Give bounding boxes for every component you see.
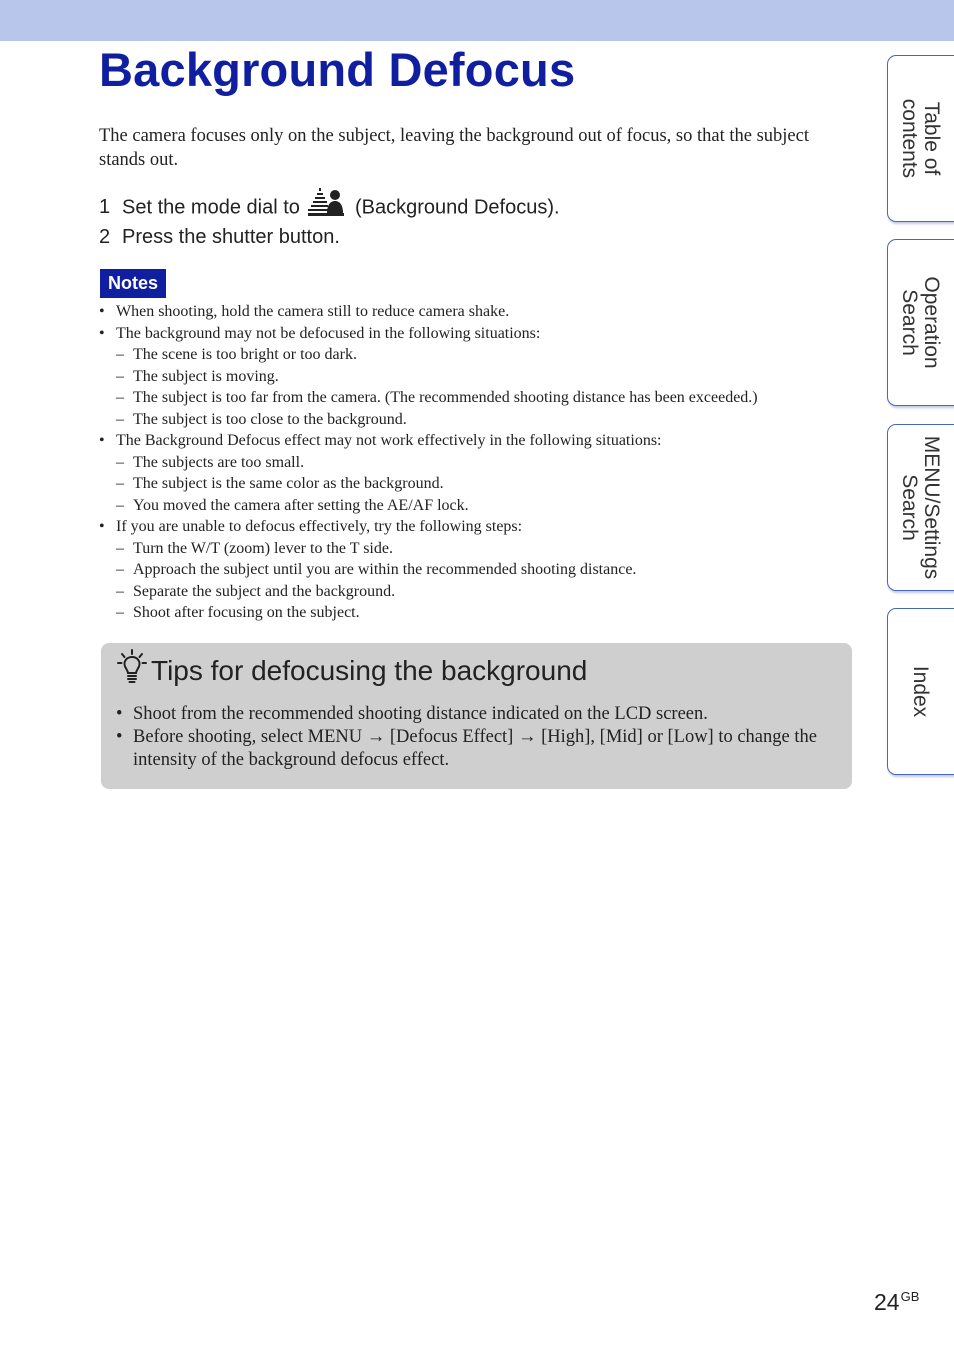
tab-label-line2: Search (898, 289, 921, 356)
step-number: 2 (99, 226, 111, 248)
sub-list-item: – The subject is too far from the camera. (The recommended shooting distance has been exceeded.) (116, 389, 758, 406)
tips-title: Tips for defocusing the background (151, 654, 588, 686)
step-1 (99, 189, 560, 227)
tab-label-line1: MENU/Settings (920, 435, 943, 580)
sub-list-item: – The subject is too close to the background. (116, 410, 407, 428)
tab-label-line1: Table of (920, 101, 943, 176)
sub-list-item: – You moved the camera after setting the AE/AF lock. (116, 496, 469, 514)
sub-list-item: – Separate the subject and the background. (116, 582, 396, 600)
tab-table-of-contents[interactable] (887, 55, 954, 222)
lightbulb-icon (117, 649, 147, 692)
sub-list-item: – Shoot after focusing on the subject. (116, 604, 360, 621)
step-2 (99, 226, 340, 249)
sub-list-item: – The scene is too bright or too dark. (116, 346, 357, 363)
list-item: • If you are unable to defocus effectively, try the following steps: – Turn the W/T (zoom) lever to the T side. – Approach the subject until you are within the recommended shooting distance. – Separate the subject and the background. – Shoot after focusing on the subject. (99, 516, 758, 624)
tab-label-line1: Operation (920, 276, 943, 369)
notes-list (99, 301, 758, 624)
tips-list (116, 703, 836, 772)
tab-label-line1: Index (909, 665, 932, 718)
tab-operation-search[interactable] (887, 239, 954, 406)
sub-list-item: – Approach the subject until you are within the recommended shooting distance. (116, 561, 637, 578)
page-title: Background Defocus (99, 43, 576, 96)
top-banner (0, 0, 954, 41)
tips-header (117, 649, 587, 692)
list-item: • The Background Defocus effect may not work effectively in the following situations: – The subjects are too small. – The subject is the same color as the background. – You moved the camera after setting the AE/AF lock. (99, 430, 758, 516)
list-item: • Shoot from the recommended shooting distance indicated on the LCD screen. (116, 704, 708, 724)
step-text-after: (Background Defocus). (355, 196, 560, 219)
page-suffix: GB (900, 1289, 920, 1304)
list-item: • Before shooting, select MENU → [Defocus Effect] → [High], [Mid] or [Low] to change the intensity of the background defocus effect. (116, 727, 817, 770)
step-text: Press the shutter button. (122, 226, 340, 248)
step-text-before: Set the mode dial to (122, 196, 300, 219)
step-number: 1 (99, 196, 111, 219)
sub-list-item: – The subject is moving. (116, 367, 279, 385)
intro-paragraph: The camera focuses only on the subject, leaving the background out of focus, so that the subject stands out. (99, 126, 809, 170)
tab-label-line2: contents (898, 98, 921, 179)
tab-label-line2: Search (898, 474, 921, 541)
page-number: $24^{GB}$ (874, 1289, 920, 1315)
sub-list-item: – Turn the W/T (zoom) lever to the T side. (116, 539, 393, 557)
sub-list-item: – The subject is the same color as the background. (116, 475, 444, 492)
list-item: • When shooting, hold the camera still to reduce camera shake. (99, 303, 510, 320)
background-defocus-mode-icon (307, 186, 345, 224)
tab-index[interactable] (887, 608, 954, 775)
sub-list-item: – The subjects are too small. (116, 453, 305, 471)
list-item: • The background may not be defocused in the following situations: – The scene is too bright or too dark. – The subject is moving. – The subject is too far from the camera. (The recommended shooting distance has been exceeded.) – The subject is too close to the background. (99, 323, 758, 431)
notes-label: Notes (100, 269, 166, 298)
tab-menu-settings-search[interactable] (887, 424, 954, 591)
tips-box (101, 643, 852, 789)
